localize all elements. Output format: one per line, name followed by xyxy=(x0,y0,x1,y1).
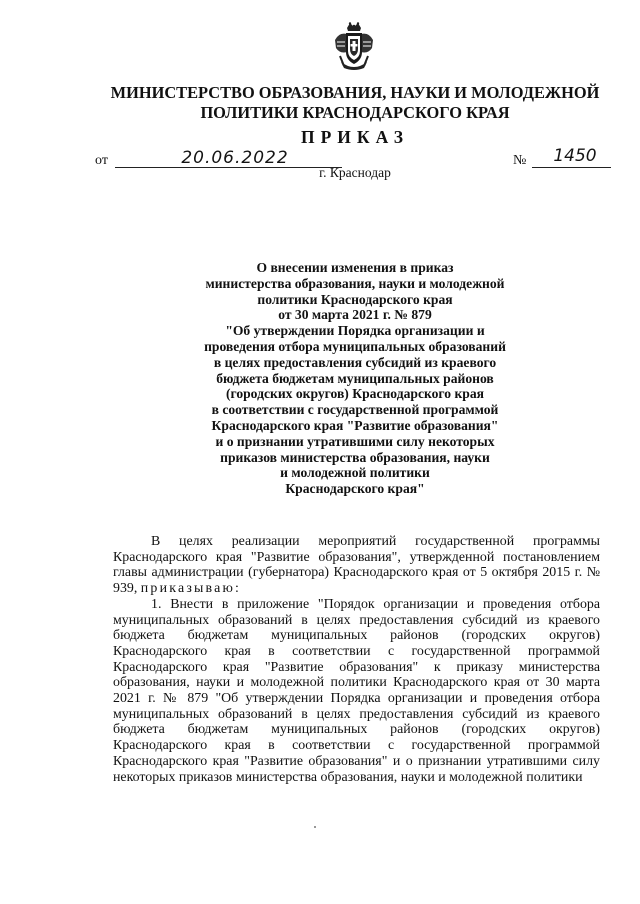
subject-line: в соответствии с государственной программой xyxy=(211,402,499,418)
ministry-line-2: ПОЛИТИКИ КРАСНОДАРСКОГО КРАЯ xyxy=(200,103,510,122)
item-1-paragraph: 1. Внести в приложение "Порядок организации и проведения отбора муниципальных образований в целях предоставления субсидий из краевого бюджета бюджетам муниципальных районов (городских округов) Краснодарского края в соответствии с государственной программой Краснодарского края "Развитие образования" к приказу министерства образования, науки и молодежной политики Краснодарского края от 30 марта 2021 г. № 879 "Об утверждении Порядка организации и проведения отбора муниципальных образований в целях предоставления субсидий из краевого бюджета бюджетам муниципальных районов (городских округов) Краснодарского края в соответствии с государственной программой Краснодарского края "Развитие образования" и о признании утратившими силу некоторых приказов министерства образования, науки и молодежной политики xyxy=(113,596,600,785)
date-prefix: от xyxy=(95,153,108,168)
subject-line: Краснодарского края" xyxy=(285,481,425,497)
subject-line: приказов министерства образования, науки xyxy=(220,449,490,465)
order-date: 20.06.2022 xyxy=(181,148,289,168)
order-number: 1450 xyxy=(553,146,597,166)
subject-line: проведения отбора муниципальных образований xyxy=(204,338,506,354)
subject-line: от 30 марта 2021 г. № 879 xyxy=(278,307,432,323)
subject-line: (городских округов) Краснодарского края xyxy=(225,386,485,402)
preamble-paragraph xyxy=(113,534,600,597)
ministry-line-1: МИНИСТЕРСТВО ОБРАЗОВАНИЯ, НАУКИ И МОЛОДЕЖНОЙ xyxy=(110,83,600,102)
subject-line: и молодежной политики xyxy=(280,465,430,481)
coat-of-arms-icon xyxy=(331,22,377,72)
order-body xyxy=(113,534,600,785)
number-prefix: № xyxy=(513,153,527,168)
subject-line: "Об утверждении Порядка организации и xyxy=(225,323,485,339)
subject-line: и о признании утратившими силу некоторых xyxy=(215,433,495,449)
subject-line: Краснодарского края "Развитие образования" xyxy=(211,417,499,433)
preamble-text: В целях реализации мероприятий государственной программы Краснодарского края "Развитие образования", утвержденной постановлением главы администрации (губернатора) Краснодарского края от 5 октября 2015 г. № 939, xyxy=(113,534,600,597)
scan-speck xyxy=(314,826,316,828)
subject-line: политики Краснодарского края xyxy=(257,291,453,307)
order-word: приказываю: xyxy=(140,581,242,597)
subject-line: министерства образования, науки и молодежной xyxy=(205,275,505,291)
ministry-name xyxy=(90,83,620,123)
city: г. Краснодар xyxy=(319,165,391,180)
order-subject xyxy=(140,260,570,497)
order-title: ПРИКАЗ xyxy=(300,127,410,147)
subject-line: в целях предоставления субсидий из краевого xyxy=(213,354,497,370)
subject-line: О внесении изменения в приказ xyxy=(256,260,454,275)
subject-line: бюджета бюджетам муниципальных районов xyxy=(216,370,494,386)
